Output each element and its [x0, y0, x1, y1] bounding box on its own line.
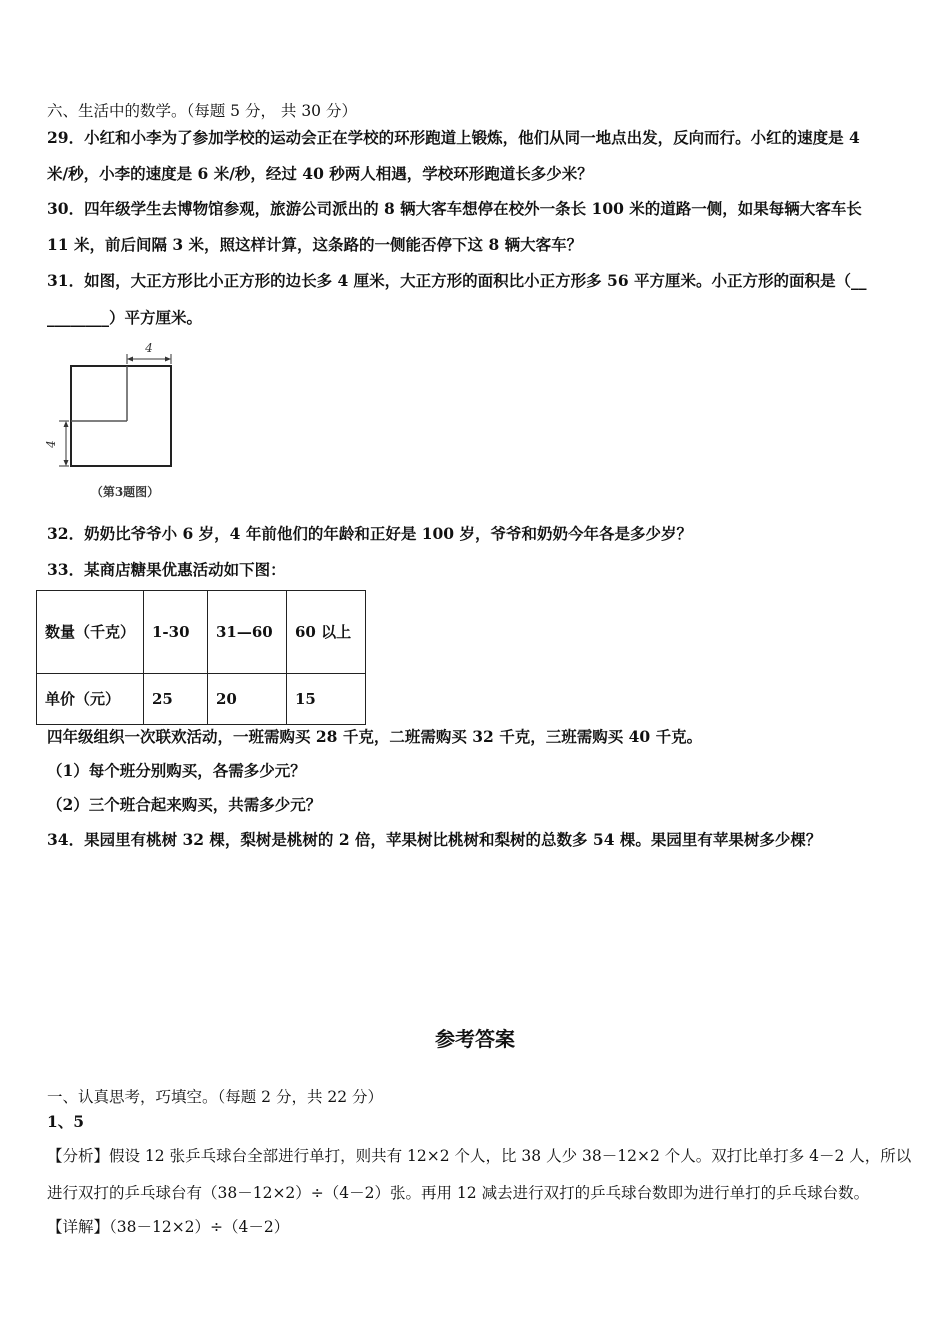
top-dim-arrow-left — [127, 357, 133, 362]
question-30-line-2: 11 米，前后间隔 3 米，照这样计算，这条路的一侧能否停下这 8 辆大客车？ — [47, 235, 583, 254]
section-6-title: 六、生活中的数学。（每题 5 分， 共 30 分） — [47, 102, 357, 120]
question-33-sub-2: （2）三个班合起来购买，共需多少元？ — [47, 795, 322, 814]
top-dim-label: 4 — [145, 341, 153, 355]
large-square — [71, 366, 171, 466]
squares-diagram — [44, 340, 187, 505]
side-dim-arrow-bottom — [64, 460, 69, 466]
table-cell: 60 以上 — [287, 591, 366, 674]
detail-line-1: 【详解】（38－12×2）÷（4－2） — [47, 1218, 290, 1236]
price-table — [36, 590, 366, 725]
question-34-line-1: 34．果园里有桃树 32 棵，梨树是桃树的 2 倍，苹果树比桃树和梨树的总数多 54 棵。果园里有苹果树多少棵？ — [47, 830, 822, 849]
answers-title: 参考答案 — [435, 1027, 515, 1051]
question-33-line-2: 四年级组织一次联欢活动，一班需购买 28 千克，二班需购买 32 千克，三班需购买 40 千克。 — [47, 727, 703, 746]
table-cell: 15 — [287, 674, 366, 725]
analysis-line-1: 【分析】假设 12 张乒乓球台全部进行单打，则共有 12×2 个人，比 38 人少 38－12×2 个人。双打比单打多 4－2 人，所以 — [47, 1147, 912, 1165]
table-cell: 20 — [208, 674, 287, 725]
analysis-line-2: 进行双打的乒乓球台有（38－12×2）÷（4－2）张。再用 12 减去进行双打的乒乓球台数即为进行单打的乒乓球台数。 — [47, 1184, 870, 1202]
table-cell: 1-30 — [144, 591, 208, 674]
question-29-line-1: 29．小红和小李为了参加学校的运动会正在学校的环形跑道上锻炼，他们从同一地点出发，反向而行。小红的速度是 4 — [47, 128, 860, 147]
top-dim-arrow-right — [165, 357, 171, 362]
table-cell: 25 — [144, 674, 208, 725]
question-31-line-1: 31．如图，大正方形比小正方形的边长多 4 厘米，大正方形的面积比小正方形多 56 平方厘米。小正方形的面积是（__ — [47, 271, 867, 290]
answer-item-1: 1、5 — [47, 1112, 85, 1131]
question-31-line-2: ________）平方厘米。 — [47, 308, 203, 327]
question-33-line-1: 33．某商店糖果优惠活动如下图： — [47, 560, 286, 579]
side-dim-arrow-top — [64, 421, 69, 427]
table-cell: 31—60 — [208, 591, 287, 674]
answers-section-1-title: 一、认真思考，巧填空。（每题 2 分，共 22 分） — [47, 1088, 384, 1106]
question-30-line-1: 30．四年级学生去博物馆参观，旅游公司派出的 8 辆大客车想停在校外一条长 100 米的道路一侧，如果每辆大客车长 — [47, 199, 862, 218]
side-dim-label: 4 — [44, 440, 58, 448]
question-32-line-1: 32．奶奶比爷爷小 6 岁，4 年前他们的年龄和正好是 100 岁，爷爷和奶奶今年各是多少岁？ — [47, 524, 692, 543]
table-row — [37, 591, 366, 674]
figure-caption: （第3题图） — [90, 485, 160, 499]
table-cell-unit-price: 单价（元） — [37, 674, 144, 725]
question-29-line-2: 米/秒，小李的速度是 6 米/秒，经过 40 秒两人相遇，学校环形跑道长多少米？ — [47, 164, 593, 183]
squares-figure — [44, 340, 187, 505]
question-33-sub-1: （1）每个班分别购买，各需多少元？ — [47, 761, 306, 780]
table-cell-quantity-header: 数量（千克） — [37, 591, 144, 674]
table-row — [37, 674, 366, 725]
